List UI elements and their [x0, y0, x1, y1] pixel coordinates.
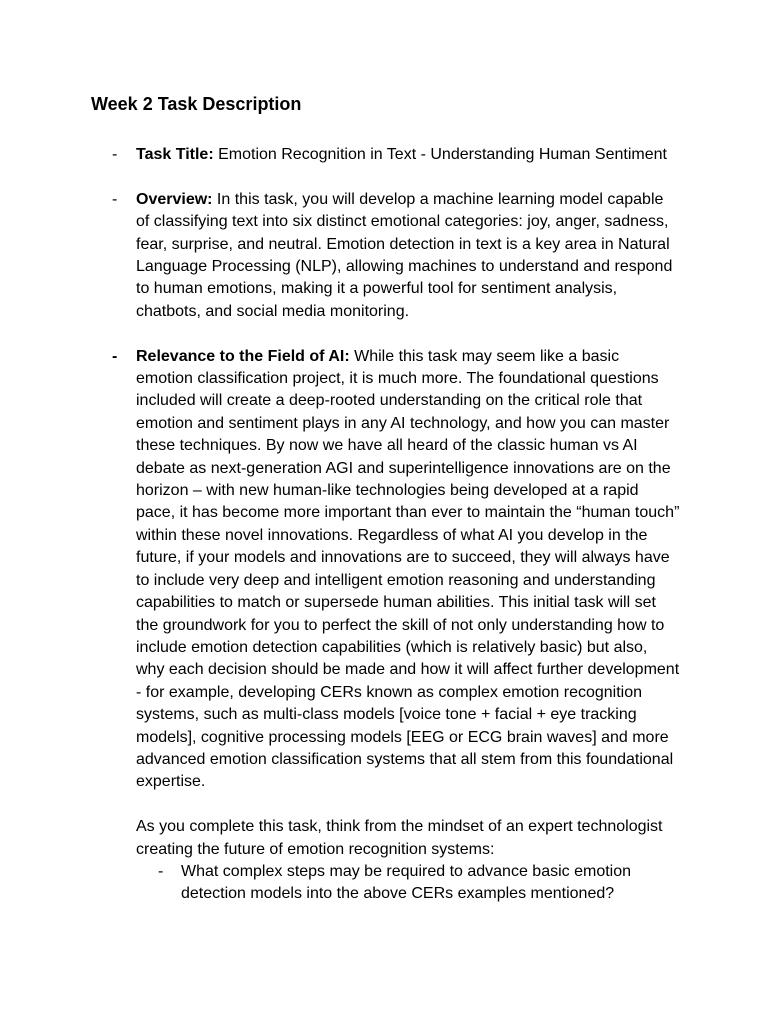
sub-list-bullet: -	[158, 862, 164, 880]
list-bullet: -	[112, 190, 118, 208]
item-body: Emotion Recognition in Text - Understanding Human Sentiment	[213, 146, 667, 163]
list-bullet: -	[112, 146, 118, 163]
paragraph-spacer	[0, 794, 768, 816]
item-label: Relevance to the Field of AI:	[136, 347, 350, 365]
sub-list-item	[0, 861, 768, 906]
sub-list-item-text: What complex steps may be required to advance basic emotion detection models into the above CERs examples mentioned?	[181, 862, 632, 903]
item-label: Overview:	[136, 190, 213, 208]
page-title: Week 2 Task Description	[91, 94, 302, 114]
list-item-text	[136, 144, 680, 166]
task-list	[0, 144, 768, 906]
list-item-text	[136, 189, 680, 323]
follow-up-paragraph: As you complete this task, think from the mindset of an expert technologist creating the future of emotion recognition systems:	[136, 818, 663, 858]
item-body: In this task, you will develop a machine learning model capable of classifying text into six distinct emotional categories: joy, anger, sadness, fear, surprise, and neutral. Emotion detection in text is a key area in Natural Language Processing (NLP), allowing machines to understand and respond to human emotions, making it a powerful tool for sentiment analysis, chatbots, and social media monitoring.	[136, 190, 673, 320]
list-item-text	[136, 346, 680, 794]
item-body: While this task may seem like a basic emotion classification project, it is much more. The foundational questions included will create a deep-rooted understanding on the critical role that emotion and sentiment plays in any AI technology, and how you can master these techniques. By now we have all heard of the classic human vs AI debate as next-generation AGI and superintelligence innovations are on the horizon – with new human-like technologies being developed at a rapid pace, it has become more important than ever to maintain the “human touch” within these novel innovations. Regardless of what AI you develop in the future, if your models and innovations are to succeed, they will always have to include very deep and intelligent emotion reasoning and understanding capabilities to match or supersede human abilities. This initial task will set the groundwork for you to perfect the skill of not only understanding how to include emotion detection capabilities (which is relatively basic) but also, why each decision should be made and how it will affect further development - for example, developing CERs known as complex emotion recognition systems, such as multi-class models [voice tone + facial + eye tracking models], cognitive processing models [EEG or ECG brain waves] and more advanced emotion classification systems that all stem from this foundational expertise.	[136, 347, 680, 791]
list-item-relevance	[0, 346, 768, 794]
list-item-task-title	[0, 144, 768, 166]
list-item-overview	[0, 189, 768, 323]
item-label: Task Title:	[136, 146, 214, 163]
list-bullet: -	[112, 347, 118, 365]
